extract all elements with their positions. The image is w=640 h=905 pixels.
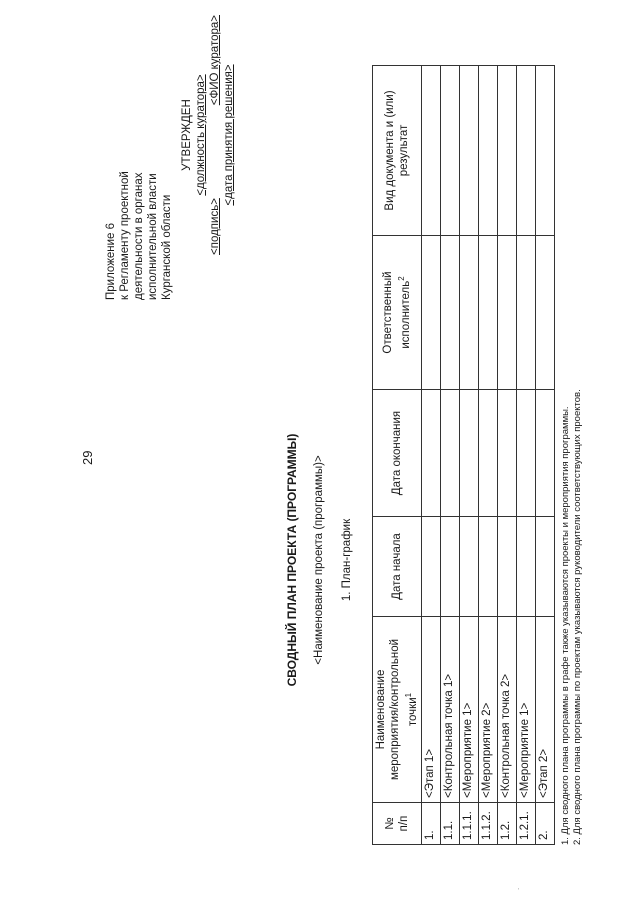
table-row (421, 66, 440, 845)
row-end (478, 390, 497, 517)
row-responsible (497, 236, 516, 390)
row-start (516, 517, 535, 617)
row-result (497, 66, 516, 236)
appendix-line: к Регламенту проектной (119, 171, 131, 300)
row-number: 1.2. (497, 803, 516, 845)
table-header-row (373, 66, 422, 845)
row-responsible (459, 236, 478, 390)
table-row (459, 66, 478, 845)
curator-name: <ФИО куратора> (209, 15, 221, 106)
row-name: <Мероприятие 1> (516, 617, 535, 803)
row-number: 1.2.1. (516, 803, 535, 845)
row-responsible (478, 236, 497, 390)
header-result: Вид документа и (или) результат (373, 66, 422, 236)
row-end (459, 390, 478, 517)
row-result (459, 66, 478, 236)
header-start-date: Дата начала (373, 517, 422, 617)
page-number: 29 (80, 450, 95, 465)
section-title: 1. План-график (341, 518, 353, 602)
page-mark: . (512, 887, 521, 890)
row-start (478, 517, 497, 617)
table-row (535, 66, 554, 845)
footnotes (560, 65, 584, 845)
header-end-date: Дата окончания (373, 390, 422, 517)
header-responsible: Ответственный исполнитель$^2$ (373, 236, 422, 390)
table-row (497, 66, 516, 845)
row-responsible (421, 236, 440, 390)
row-result (516, 66, 535, 236)
appendix-note (104, 50, 174, 300)
row-result (421, 66, 440, 236)
row-end (516, 390, 535, 517)
row-responsible (440, 236, 459, 390)
row-number: 1.1. (440, 803, 459, 845)
row-number: 1.1.1. (459, 803, 478, 845)
document-title: СВОДНЫЙ ПЛАН ПРОЕКТА (ПРОГРАММЫ) (285, 433, 299, 687)
row-end (440, 390, 459, 517)
appendix-line: деятельности в органах (133, 172, 145, 300)
plan-schedule-table (372, 65, 555, 845)
row-result (535, 66, 554, 236)
row-responsible (535, 236, 554, 390)
row-result (478, 66, 497, 236)
signature-line (208, 15, 222, 255)
appendix-line: исполнительной власти (147, 173, 159, 300)
row-name: <Контрольная точка 1> (440, 617, 459, 803)
project-name: <Наименование проекта (программы)> (313, 455, 325, 665)
row-number: 1. (421, 803, 440, 845)
signature-placeholder: <подпись> (209, 198, 221, 255)
row-end (497, 390, 516, 517)
table-row (516, 66, 535, 845)
header-name: Наименование мероприятия/контрольной точки$^1$ (373, 617, 422, 803)
row-responsible (516, 236, 535, 390)
table-row (478, 66, 497, 845)
appendix-line: Приложение 6 (105, 222, 117, 300)
approval-block (180, 15, 236, 255)
row-start (440, 517, 459, 617)
approval-title: УТВЕРЖДЕН (181, 99, 193, 171)
footnote-1: 1. Для сводного плана программы в графе также указываются проекты и мероприятия программы. (560, 406, 571, 845)
row-start (497, 517, 516, 617)
appendix-line: Курганской области (161, 194, 173, 300)
row-number: 2. (535, 803, 554, 845)
row-name: <Этап 2> (535, 617, 554, 803)
row-end (535, 390, 554, 517)
row-start (459, 517, 478, 617)
row-start (535, 517, 554, 617)
row-number: 1.1.2. (478, 803, 497, 845)
row-name: <Мероприятие 2> (478, 617, 497, 803)
footnote-2: 2. Для сводного плана программы по проектам указываются руководители соответствующих проектов. (572, 389, 583, 845)
curator-position: <должность куратора> (195, 74, 207, 196)
row-result (440, 66, 459, 236)
row-name: <Мероприятие 1> (459, 617, 478, 803)
header-number: № п/п (373, 803, 422, 845)
row-end (421, 390, 440, 517)
row-start (421, 517, 440, 617)
table-row (440, 66, 459, 845)
row-name: <Контрольная точка 2> (497, 617, 516, 803)
row-name: <Этап 1> (421, 617, 440, 803)
decision-date: <дата принятия решения> (223, 64, 235, 206)
